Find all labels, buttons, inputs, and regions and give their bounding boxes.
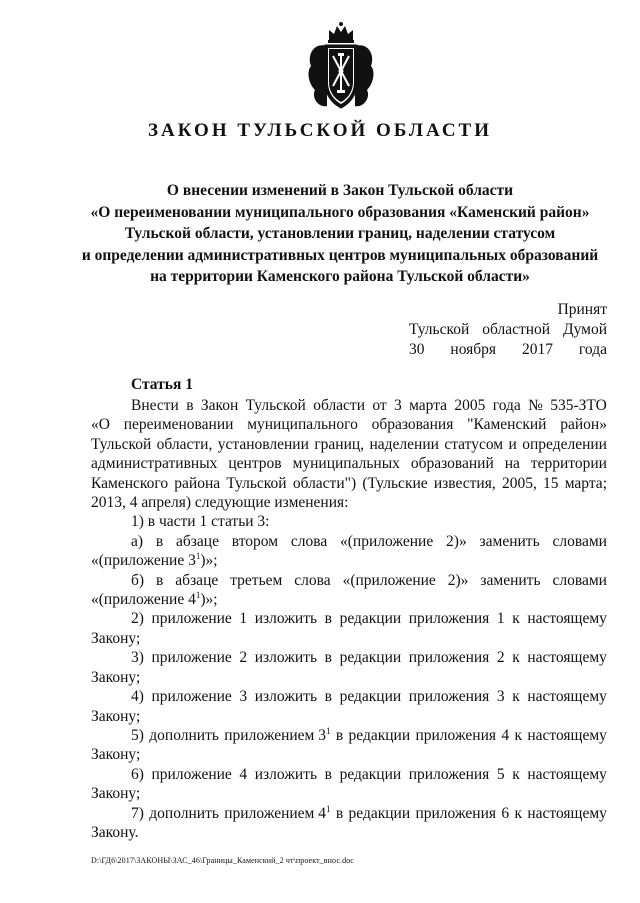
item-2-end: Закону; [91,629,141,647]
word: к [512,688,520,706]
word: абзаце [175,571,219,589]
word: центров [228,455,282,473]
word: 6) [131,765,144,783]
word: приложения [408,688,490,706]
word: Тульской [409,321,470,338]
item-1: 1) в части 1 статьи 3: [131,513,270,531]
text-line [91,415,607,434]
item-5-end: Закону; [91,746,141,764]
word: 2005 [454,397,486,414]
word: район» [560,416,607,434]
word: в [155,532,164,550]
word: редакции [348,804,411,822]
word: приложения [415,726,497,744]
tula-coat-of-arms-emblem [303,20,379,116]
item-1a-end: «(приложение $3^1$)»; [91,551,218,570]
word: приложения [408,610,490,628]
word: 3 [496,688,505,706]
word: 2017 [522,341,553,358]
word: в [324,765,332,783]
superscript: 1 [326,725,331,736]
word: и [508,435,517,453]
word: слова [294,571,331,589]
law-heading [70,180,610,288]
word: установлении [217,435,309,453]
word: «О [91,416,110,434]
file-path-footer: D:\ГД6\2017\ЗАКОНЫ\ЗАС_46\Границы_Каменский_2 чт\проект_внос.doc [91,856,354,865]
word: Закон [200,397,239,414]
word: приложения [408,649,490,667]
word: изложить [254,765,318,783]
item-3-line [91,648,607,667]
word: Тульской [226,474,287,492]
word: к [512,610,520,628]
article-body [91,396,607,842]
word: заменить [479,532,540,550]
word: 2 [239,649,248,667]
heading-line: Тульской области, установлении границ, наделении статусом [124,225,556,242]
word: образований [410,455,494,473]
word: марта [409,397,448,414]
word: 5) [131,726,144,744]
word: редакции [339,688,402,706]
word: словами [552,571,607,589]
word: 2 [496,649,505,667]
word: «(приложение [342,571,436,589]
word: третьем [230,571,283,589]
text-line [91,474,607,493]
word: 3 [394,397,402,414]
word: втором [231,532,279,550]
word: приложения [415,804,497,822]
word: Тульской [245,397,306,414]
word: 2)» [446,532,467,550]
word: "Каменский [467,416,547,434]
word: словами [552,532,607,550]
word: № [528,397,543,414]
word: 1 [239,610,248,628]
word: 7) [131,804,144,822]
word: статусом [444,435,504,453]
word: Каменского [91,474,169,492]
word: к [514,804,522,822]
word: года [578,341,607,358]
heading-line: на территории Каменского района Тульской области» [150,268,530,285]
word: настоящему [527,610,607,628]
adoption-label: Принят [557,301,607,318]
item-4-line [91,687,607,706]
word: в [335,804,344,822]
word: Внести [131,397,179,414]
word: от [372,397,387,414]
word: в [156,571,164,589]
item-2-line [91,609,607,628]
word: заменить [480,571,541,589]
word: редакции [339,610,402,628]
word: границ, [314,435,365,453]
text-line: 2013, 4 апреля) следующие изменения: [91,494,349,512]
word: 30 [409,341,425,358]
word: изложить [254,688,318,706]
word: приложение [151,610,232,628]
word: переименовании [123,416,234,434]
word: в [324,688,332,706]
heading-line: О внесении изменений в Закон Тульской области [166,182,514,199]
word: в [324,610,332,628]
word: областной [482,321,551,338]
word: настоящему [527,765,607,783]
word: административных [91,455,218,473]
adoption-body-line [409,320,607,340]
word: дополнить [149,726,219,744]
word: настоящему [527,726,607,744]
word: марта; [564,474,607,492]
item-6-line [91,765,607,784]
word: редакции [339,649,402,667]
word: а) [131,532,144,550]
item-3-end: Закону; [91,668,141,686]
word: к [514,726,522,744]
word: 4 [501,726,510,744]
heading-line: и определении административных центров муниципальных образований [81,246,599,264]
word: 2005, [501,474,537,492]
word: в [335,726,344,744]
item-1a-line [91,532,607,551]
word: абзаце [176,532,219,550]
word: к [512,649,520,667]
word: приложение [151,688,232,706]
word: 2) [131,610,144,628]
word: изложить [254,610,318,628]
word: 5 [496,765,505,783]
word: территории [530,455,607,473]
word: Думой [563,321,607,338]
word: образования [371,416,454,434]
word: «(приложение [340,532,434,550]
word: на [504,455,520,473]
word: наделении [369,435,439,453]
word: приложение [151,649,232,667]
word: 3 [239,688,248,706]
word: 1 [496,610,505,628]
word: 535-ЗТО [550,397,607,414]
word: б) [131,571,145,589]
word: муниципальных [292,455,400,473]
item-1b-end: «(приложение $4^1$)»; [91,590,218,609]
word: ноября [450,341,497,358]
word: приложением $4^1$ [224,803,331,822]
word: 2)» [447,571,469,589]
word: приложения [408,765,490,783]
word: редакции [348,726,411,744]
word: определении [522,435,607,453]
word: области") [292,474,357,492]
word: к [512,765,520,783]
word: приложением $3^1$ [224,725,331,744]
item-1b-line [91,571,607,590]
word: настоящему [527,688,607,706]
item-7-end: Закону. [91,823,139,841]
superscript: 1 [195,590,201,601]
text-line [91,396,607,415]
adoption-block [409,300,607,360]
word: 15 [543,474,559,492]
word: дополнить [149,804,219,822]
word: Тульской [91,435,152,453]
word: 4 [239,765,248,783]
word: года [492,397,521,414]
word: 4) [131,688,144,706]
word: 6 [501,804,510,822]
superscript: 1 [326,803,331,814]
item-7-line [91,804,607,823]
item-5-line [91,726,607,745]
word: изложить [254,649,318,667]
word: настоящему [527,804,607,822]
word: приложение [151,765,232,783]
word: (Тульские [362,474,428,492]
heading-line: «О переименовании муниципального образования «Каменский район» [90,203,590,221]
article-title: Статья 1 [131,376,193,393]
text-line [91,435,607,454]
word: 3) [131,649,144,667]
word: известия, [433,474,496,492]
item-4-end: Закону; [91,707,141,725]
text-line [91,454,607,473]
word: района [174,474,221,492]
word: редакции [339,765,402,783]
adoption-date-line [409,340,607,360]
word: слова [290,532,328,550]
item-6-end: Закону; [91,785,141,803]
word: в [186,397,194,414]
law-title: ЗАКОН ТУЛЬСКОЙ ОБЛАСТИ [147,120,493,141]
word: области [313,397,366,414]
superscript: 1 [195,551,201,562]
word: области, [156,435,213,453]
word: в [324,649,332,667]
word: муниципального [247,416,358,434]
word: настоящему [527,649,607,667]
